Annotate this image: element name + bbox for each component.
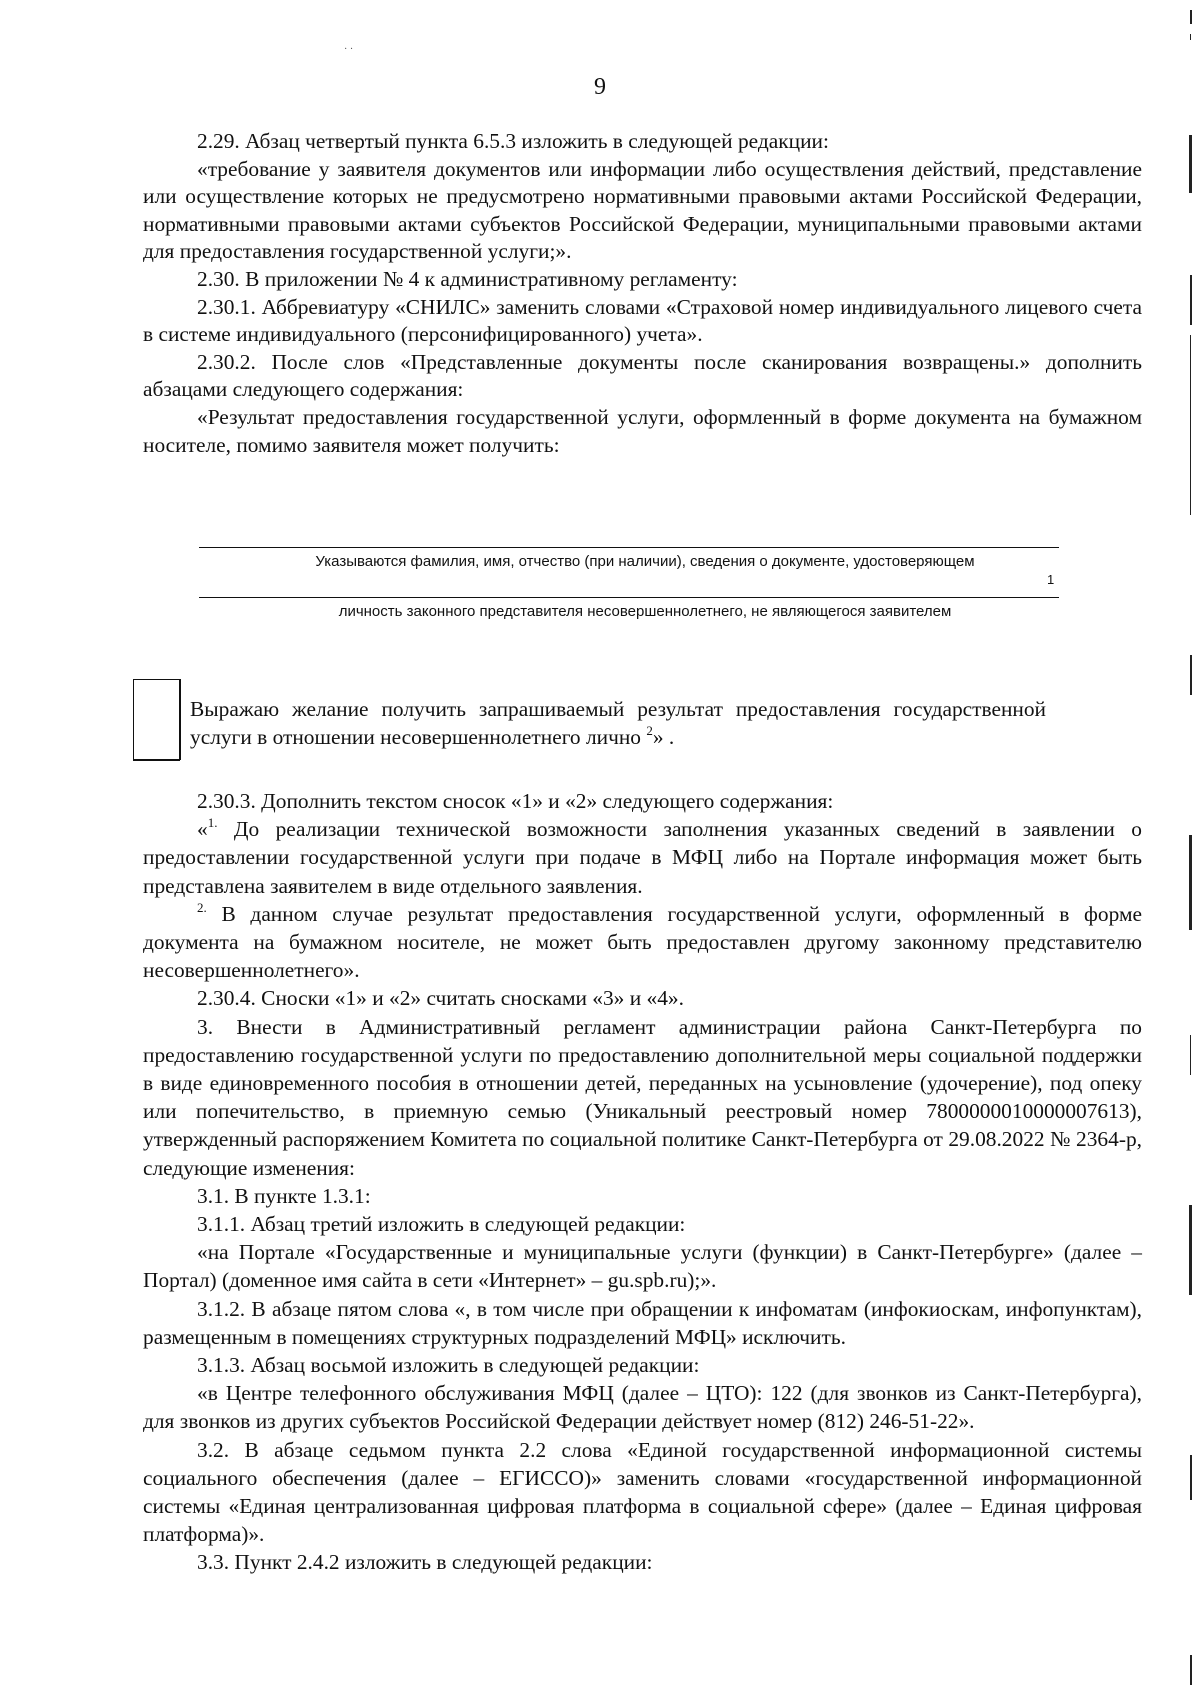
footnote-body: В данном случае результат предоставления государственной услуги, оформленный в форме документа на бумажном носителе, не может быть предоставлен другому законному представителю несовершеннолетнего». [143, 901, 1142, 983]
page-number: 9 [594, 74, 606, 100]
paragraph: 3.2. В абзаце седьмом пункта 2.2 слова «Единой государственной информационной системы социального обеспечения (далее – ЕГИССО)» заменить словами «государственной информационной системы «Единая централизованная цифровая платформа в социальной сфере» (далее – Единая цифровая платформа)». [143, 1437, 1142, 1547]
checkbox-box [133, 679, 181, 760]
paragraph: 2.30. В приложении № 4 к административному регламенту: [197, 266, 738, 291]
footnote-body: До реализации технической возможности заполнения указанных сведений в заявлении о предоставлении государственной услуги при подаче в МФЦ либо на Портале информация может быть представлена заявителем в виде отдельного заявления. [143, 817, 1142, 898]
paragraph: «на Портале «Государственные и муниципальные услуги (функции) в Санкт-Петербурге» (далее – Портал) (доменное имя сайта в сети «Интернет» – gu.spb.ru);». [143, 1240, 1142, 1293]
scan-artifact [1189, 1205, 1192, 1295]
paragraph: 2.30.3. Дополнить текстом сносок «1» и «2» следующего содержания: [197, 789, 834, 813]
paragraph: 2.30.2. После слов «Представленные документы после сканирования возвращены.» дополнить абзацами следующего содержания: [143, 349, 1142, 402]
paragraph: 3.1.3. Абзац восьмой изложить в следующей редакции: [197, 1353, 700, 1378]
form-field-caption: личность законного представителя несовершеннолетнего, не являющегося заявителем [338, 603, 952, 620]
paragraph: «в Центре телефонного обслуживания МФЦ (далее – ЦТО): 122 (для звонков из Санкт-Петербурга), для звонков из других субъектов Российской Федерации действует номер (812) 246-51-22». [143, 1381, 1142, 1434]
scan-artifact [1189, 835, 1192, 930]
paragraph: 3.1.1. Абзац третий изложить в следующей редакции: [197, 1212, 686, 1237]
section-amendments-continued [143, 787, 1142, 1577]
paragraph: «Результат предоставления государственной услуги, оформленный в форме документа на бумажном носителе, помимо заявителя может получить: [143, 404, 1142, 457]
footnote-text-2 [143, 900, 1142, 985]
paragraph: 3.1. В пункте 1.3.1: [197, 1183, 371, 1208]
paragraph: «требование у заявителя документов или информации либо осуществления действий, представление или осуществление которых не предусмотрено нормативными правовыми актами Российской Федерации, нормативными правовыми актами субъектов Российской Федерации, муниципальными правовыми актами для предоставления государственной услуги;». [143, 156, 1142, 264]
scan-artifact: · · [344, 44, 354, 55]
footnote-number: 2. [197, 899, 207, 915]
paragraph: 3.1.2. В абзаце пятом слова «, в том числе при обращении к инфоматам (инфокиоскам, инфопунктам), размещенным в помещениях структурных подразделений МФЦ» исключить. [143, 1296, 1142, 1349]
quote-open: « [197, 817, 208, 842]
wish-statement [190, 695, 1046, 751]
paragraph: 3.3. Пункт 2.4.2 изложить в следующей редакции: [197, 1550, 653, 1575]
footnote-mark: 1 [1047, 572, 1055, 587]
footnote-number: 1. [207, 815, 218, 831]
scan-artifact [1190, 1655, 1192, 1685]
scan-artifact [1189, 135, 1192, 193]
footnote-ref: 2 [646, 723, 653, 738]
wish-end: » . [652, 725, 675, 749]
form-fill-line [199, 547, 1059, 548]
scan-artifact [1190, 655, 1192, 695]
scan-artifact [1190, 1035, 1191, 1075]
wish-text: Выражаю желание получить запрашиваемый результат предоставления государственной услуги в отношении несовершеннолетнего лично [190, 697, 1046, 749]
checkbox-underline [133, 760, 180, 761]
scan-artifact [1190, 34, 1191, 40]
scan-artifact [1190, 275, 1192, 325]
scan-artifact [1190, 335, 1191, 515]
paragraph: 2.30.1. Аббревиатуру «СНИЛС» заменить словами «Страховой номер индивидуального лицевого счета в системе индивидуального (персонифицированного) учета». [143, 294, 1142, 347]
paragraph: 2.29. Абзац четвертый пункта 6.5.3 изложить в следующей редакции: [197, 129, 829, 153]
section-amendments-2-29 [143, 128, 1142, 459]
paragraph: 2.30.4. Сноски «1» и «2» считать сносками «3» и «4». [197, 986, 684, 1011]
paragraph: 3. Внести в Административный регламент администрации района Санкт-Петербурга по предоставлению государственной услуги по предоставлению дополнительной меры социальной поддержки в виде единовременного пособия в отношении детей, переданных на усыновление (удочерение), под опеку или попечительство, в приемную семью (Уникальный реестровый номер 7800000010000007613), утвержденный распоряжением Комитета по социальной политике Санкт-Петербурга от 29.08.2022 № 2364-р, следующие изменения: [143, 1014, 1142, 1180]
scan-artifact [1190, 1455, 1192, 1500]
footnote-text-1 [143, 815, 1142, 900]
form-fill-line [199, 597, 1059, 598]
form-field-caption: Указываются фамилия, имя, отчество (при наличии), сведения о документе, удостоверяющем [315, 553, 975, 570]
scan-artifact [1190, 10, 1192, 24]
